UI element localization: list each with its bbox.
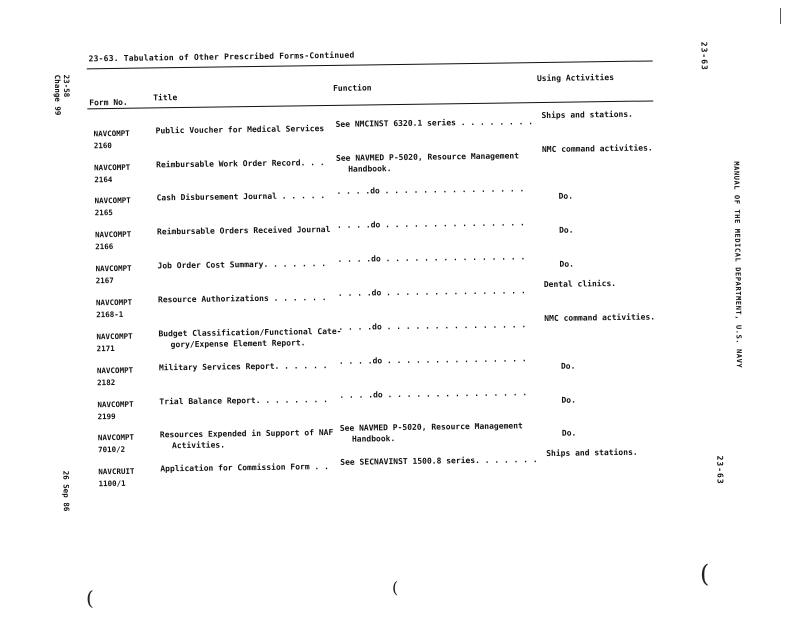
scan-mark-line [780, 8, 781, 24]
form-using-activities: Do. [560, 361, 576, 371]
form-function [338, 285, 526, 299]
form-function-line-1: See SECNAVINST 1500.8 series. . . . . . . [340, 455, 538, 467]
form-code: 1100/1 [98, 478, 126, 489]
form-title [157, 224, 331, 237]
form-function [339, 353, 527, 367]
form-title-line-1: Reimbursable Work Order Record. . . [156, 158, 325, 170]
form-function [340, 454, 538, 468]
form-title-line-1: Reimbursable Orders Received Journal [156, 224, 331, 237]
form-title-line-2: gory/Expense Element Report. [170, 338, 306, 350]
form-series: NAVCOMPT [95, 263, 132, 274]
form-title [160, 427, 334, 451]
form-title [158, 292, 327, 305]
right-page-number-top: 23-63 [699, 41, 709, 71]
form-function-line-1: . . . .do . . . . . . . . . . . . . . . [338, 320, 527, 332]
form-title [156, 157, 325, 170]
form-code: 2165 [94, 208, 113, 218]
form-code: 2167 [95, 275, 114, 286]
form-series: NAVCOMPT [96, 331, 133, 342]
form-title-line-1: Application for Commission Form . . [160, 462, 329, 474]
form-series: NAVCOMPT [93, 128, 130, 139]
form-function-line-1: . . . .do . . . . . . . . . . . . . . . [339, 388, 528, 400]
form-series: NAVCOMPT [94, 195, 131, 206]
form-title [156, 123, 325, 136]
form-number [97, 399, 133, 424]
form-using-activities: Do. [561, 428, 577, 438]
form-title-line-1: Resource Authorizations . . . . . . [157, 293, 327, 305]
form-code: 2160 [93, 141, 112, 151]
form-function [336, 183, 524, 197]
form-function-line-1: See NMCINST 6320.1 series . . . . . . . . [335, 117, 534, 129]
form-code: 2182 [97, 377, 116, 388]
form-function [335, 116, 533, 130]
form-function-line-1: . . . .do . . . . . . . . . . . . . . . [336, 184, 525, 196]
form-number [94, 162, 130, 187]
form-function [339, 387, 527, 401]
form-title-line-1: Budget Classification/Functional Cate- [158, 326, 342, 339]
left-margin-date: 26 Sep 86 [61, 470, 71, 512]
left-page-number: 23-58 [61, 74, 72, 98]
form-number [95, 263, 131, 288]
form-using-activities: NMC command activities. [541, 143, 653, 155]
form-title [156, 190, 325, 203]
form-number [96, 297, 132, 322]
form-series: NAVCOMPT [97, 399, 134, 410]
form-title-line-1: Job Order Cost Summary. . . . . . . [157, 259, 327, 271]
form-number [98, 432, 134, 457]
form-number [97, 365, 133, 390]
form-code: 2171 [96, 343, 115, 354]
table-caption: 23-63. Tabulation of Other Prescribed Forms-Continued [88, 50, 355, 64]
form-title [157, 258, 326, 271]
scan-mark-paren-right: ( [700, 560, 710, 588]
form-function-line-1: . . . .do . . . . . . . . . . . . . . . [336, 218, 525, 230]
right-running-title: MANUAL OF THE MEDICAL DEPARTMENT, U.S. NAVY [732, 161, 743, 369]
scan-mark-paren-center: ( [392, 578, 399, 597]
col-header-form-no: Form No. [89, 97, 128, 108]
form-title-line-1: Public Voucher for Medical Services [155, 124, 325, 136]
form-series: NAVCOMPT [94, 162, 131, 173]
form-function [338, 319, 526, 333]
col-header-using: Using Activities [536, 72, 615, 84]
left-margin-page-info [53, 75, 72, 116]
form-number [94, 128, 130, 153]
form-function [337, 217, 525, 231]
form-function-line-1: . . . .do . . . . . . . . . . . . . . . [337, 252, 526, 264]
form-title [158, 326, 341, 351]
left-change-number: Change 99 [52, 74, 63, 116]
form-code: 2168-1 [96, 309, 124, 320]
form-function-line-1: . . . .do . . . . . . . . . . . . . . . [337, 286, 526, 298]
form-function [340, 420, 523, 445]
form-title-line-1: Resources Expended in Support of NAF [159, 427, 334, 440]
form-title [160, 461, 329, 474]
form-using-activities: Do. [558, 225, 574, 235]
form-using-activities: Ships and stations. [546, 447, 638, 458]
form-function-line-1: See NAVMED P-5020, Resource Management [339, 421, 523, 433]
form-code: 2199 [97, 411, 116, 422]
form-function-line-2: Handbook. [351, 434, 396, 444]
form-title [159, 360, 328, 373]
form-using-activities: Ships and stations. [541, 109, 634, 121]
form-title-line-1: Trial Balance Report. . . . . . . . [159, 395, 329, 407]
form-function-line-1: See NAVMED P-5020, Resource Management [335, 151, 520, 163]
form-number [98, 466, 134, 491]
form-series: NAVCRUIT [98, 466, 135, 477]
col-header-title: Title [153, 93, 178, 103]
form-code: 7010/2 [97, 444, 126, 455]
col-header-function: Function [332, 83, 372, 93]
form-using-activities: Dental clinics. [543, 278, 617, 289]
form-code: 2164 [94, 175, 113, 185]
form-code: 2166 [95, 241, 114, 252]
form-number [95, 195, 131, 220]
form-series: NAVCOMPT [94, 229, 132, 240]
form-using-activities: Do. [558, 191, 574, 201]
form-series: NAVCOMPT [96, 365, 134, 376]
form-series: NAVCOMPT [95, 297, 133, 308]
form-function-line-2: Handbook. [348, 164, 392, 174]
form-number [95, 229, 131, 254]
form-number [96, 331, 132, 356]
form-title-line-1: Military Services Report. . . . . . [158, 361, 328, 373]
right-page-number-bottom: 23-63 [715, 455, 725, 485]
form-function [337, 251, 525, 265]
scan-mark-paren-left: ( [86, 586, 94, 610]
form-series: NAVCOMPT [97, 432, 135, 443]
form-title-line-2: Activities. [171, 440, 226, 451]
form-title-line-1: Cash Disbursement Journal . . . . . [156, 191, 326, 203]
form-title [159, 394, 328, 407]
form-using-activities: Do. [559, 259, 575, 269]
form-function [336, 150, 519, 175]
form-using-activities: Do. [561, 395, 576, 405]
form-using-activities: NMC command activities. [544, 312, 656, 323]
form-function-line-1: . . . .do . . . . . . . . . . . . . . . [338, 354, 527, 366]
